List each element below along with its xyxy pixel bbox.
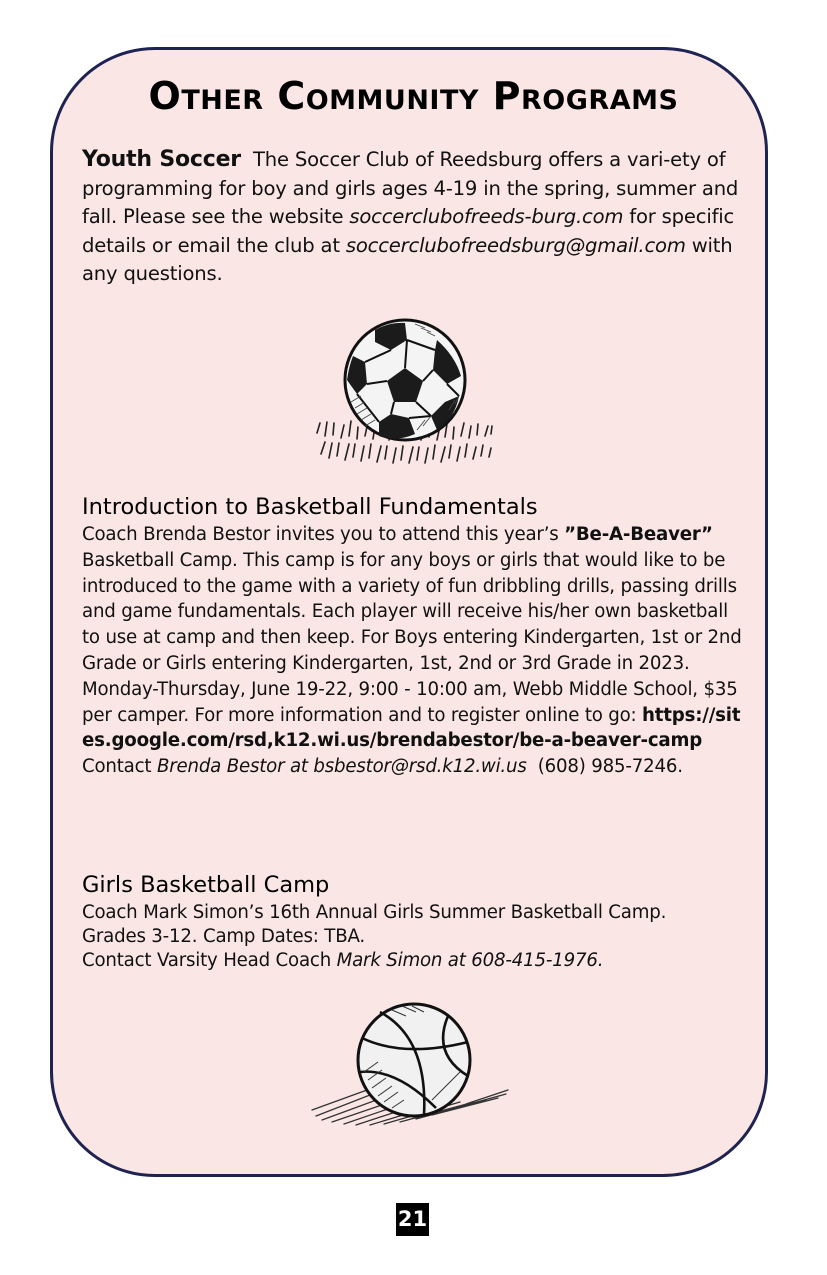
soccer-email-link[interactable]: soccerclubofreedsburg@gmail.com: [345, 233, 686, 257]
girls-camp-heading: Girls Basketball Camp: [82, 872, 330, 898]
basketball-fundamentals-paragraph: [82, 522, 742, 754]
basketball-fundamentals-heading: Introduction to Basketball Fundamentals: [82, 494, 538, 520]
page-title: Other Community Programs: [148, 74, 679, 118]
youth-soccer-paragraph: [82, 146, 742, 289]
girls-camp-section: [82, 871, 742, 973]
youth-soccer-text-2: for specific details or email the club at: [82, 205, 735, 257]
girls-camp-contact-phone: Mark Simon at 608-415-1976.: [336, 950, 604, 971]
soccer-ball-icon: [305, 318, 505, 483]
youth-soccer-section: [82, 146, 742, 289]
fundamentals-text-1: Coach Brenda Bestor invites you to attend this year’s: [82, 524, 565, 545]
girls-camp-contact-prefix: Contact Varsity Head Coach: [82, 950, 337, 971]
fundamentals-contact-line: [82, 754, 742, 780]
camp-name: ”Be-A-Beaver”: [564, 524, 713, 545]
basketball-fundamentals-section: [82, 493, 742, 780]
camp-registration-link[interactable]: https://sites.google.com/rsd,k12.wi.us/brendabestor/be-a-beaver-camp: [82, 704, 741, 752]
basketball-icon: [308, 998, 513, 1128]
youth-soccer-text-3: with any questions.: [82, 233, 733, 285]
girls-camp-line-2: Grades 3-12. Camp Dates: TBA.: [82, 926, 365, 947]
fundamentals-contact-email[interactable]: Brenda Bestor at bsbestor@rsd.k12.wi.us: [156, 756, 527, 778]
fundamentals-contact-prefix: Contact: [82, 756, 157, 778]
youth-soccer-heading: Youth Soccer: [82, 147, 241, 172]
soccer-website-link[interactable]: soccerclubofreeds-burg.com: [349, 205, 624, 228]
girls-camp-contact-line: [82, 949, 742, 973]
girls-camp-line-1: Coach Mark Simon’s 16th Annual Girls Summer Basketball Camp.: [82, 902, 667, 923]
fundamentals-contact-phone: (608) 985-7246.: [526, 756, 683, 778]
page-number: 21: [396, 1203, 429, 1236]
youth-soccer-text-1: The Soccer Club of Reedsburg offers a vari-ety of programming for boy and girls ages 4-19 in the spring, summer and fall. Please see the website: [82, 148, 739, 228]
fundamentals-text-2: Basketball Camp. This camp is for any boys or girls that would like to be introduced to the game with a variety of fun dribbling drills, passing drills and game fundamentals. Each player will receive his/her own basketball to use at camp and then keep. For Boys entering Kindergarten, 1st or 2nd Grade or Girls entering Kindergarten, 1st, 2nd or 3rd Grade in 2023. Monday-Thursday, June 19-22, 9:00 - 10:00 am, Webb Middle School, $35 per camper. For more information and to register online to go:: [82, 549, 742, 726]
